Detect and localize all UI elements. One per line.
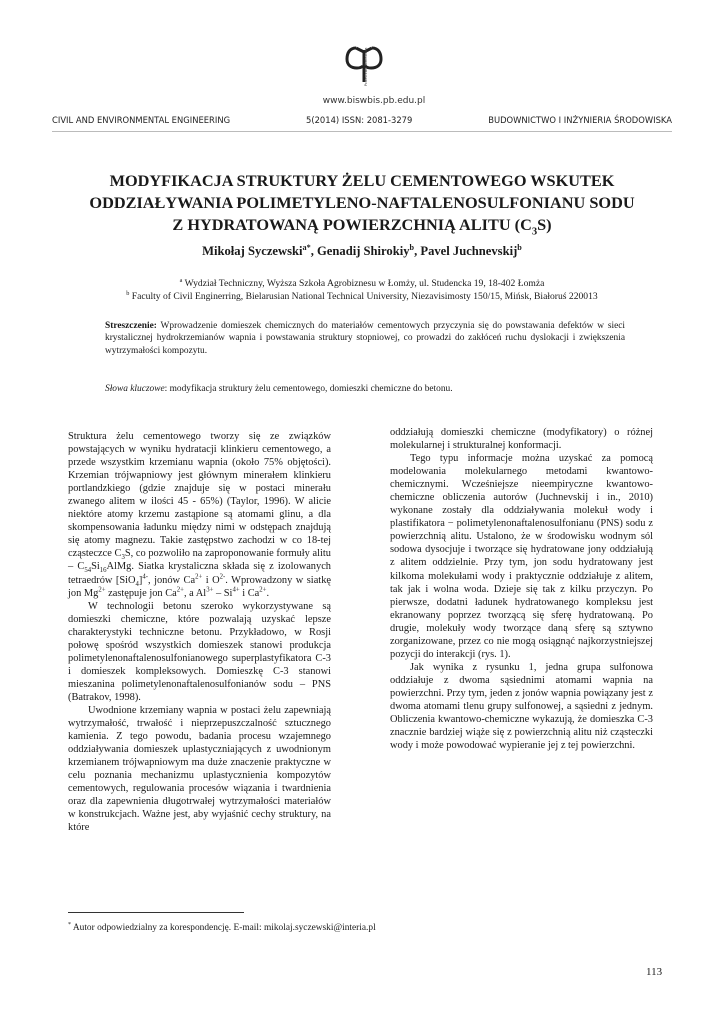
body-column-left	[68, 430, 331, 834]
journal-name-en: CIVIL AND ENVIRONMENTAL ENGINEERING	[52, 115, 231, 125]
footnote: * Autor odpowiedzialny za korespondencję. E-mail: mikolaj.syczewski@interia.pl	[68, 921, 376, 933]
abstract	[105, 320, 625, 357]
url-text[interactable]: www.biswbis.pb.edu.pl	[322, 96, 426, 106]
keywords-label: Słowa kluczowe	[105, 384, 165, 394]
abstract-text: Wprowadzenie domieszek chemicznych do materiałów cementowych przyczynia się do powstawania defektów w sieci krystalicznej hydrokrzemianów wapnia i powstawania struktury stopniowej, co prowadzi do zakłóceń ruchu dyslokacji i zwiększenia wytrzymałości kompozytu.	[105, 321, 625, 356]
title-line-3: Z HYDRATOWANĄ POWIERZCHNIĄ ALITU $(C_3S)$	[172, 215, 552, 238]
journal-issue: 5(2014) ISSN: 2081-3279	[306, 115, 413, 125]
journal-header	[52, 115, 672, 127]
affiliation-a: $^a$ Wydział Techniczny, Wyższa Szkoła Agrobiznesu w Łomży, ul. Studencka 19, 18-402 Łomża	[179, 276, 545, 289]
author-3: Pavel Juchnevskij	[420, 244, 518, 258]
journal-name-pl: BUDOWNICTWO I INŻYNIERIA ŚRODOWISKA	[488, 115, 672, 125]
logo-text: Politechnika Białostocka	[364, 47, 368, 86]
header-divider	[52, 131, 672, 132]
title-line-1: MODYFIKACJA STRUKTURY ŻELU CEMENTOWEGO WSKUTEK	[109, 171, 615, 190]
paragraph: Struktura żelu cementowego tworzy się ze związków powstających w wyniku hydratacji klinkieru cementowego, a przede wszystkim krzemianu wapnia (około 75% objętości). Krzemian trójwapniowy jest głównym minerałem klinkieru portlandzkiego (gdzie znajduje się w postaci minerału zwanego alitem w ilości 45 - 65%) (Taylor, 1996). W alicie niektóre atomy krzemu zastąpione są atomami glinu, a dla skompensowania ładunku między nimi w odstępach znajdują się atomy magnezu. Takie zastępstwo zachodzi w co 18-tej cząsteczce $C_3S$, co pozwoliło na zaproponowanie formuły alitu – $C_{54}Si_{16}AlMg$. Siatka krystaliczna składa się z izolowanych tetraedrów $[SiO_4]^{4-}$, jonów $Ca^{2+}$ i $O^{2-}$. Wprowadzony w siatkę jon $Mg^{2+}$ zastępuje jon $Ca^{2+}$, a $Al^{3+} - Si^{4+}$ i $Ca^{2+}$.	[68, 431, 332, 599]
keywords-text: : modyfikacja struktury żelu cementowego, domieszki chemiczne do betonu.	[164, 384, 453, 394]
body-column-right	[390, 426, 653, 752]
affiliation-b: $^b$ Faculty of Civil Enginerring, Bielarusian National Technical University, Niezavisimosty 150/15, Mińsk, Białoruś 220013	[126, 289, 598, 302]
university-logo	[334, 42, 394, 88]
author-list: Mikołaj Syczewski$^{a*}$, Genadij Shirokiy$^b$, Pavel Juchnevskij$^b$	[202, 242, 522, 258]
page-number: 113	[646, 966, 663, 978]
keywords	[105, 384, 625, 394]
title-line-2: ODDZIAŁYWANIA POLIMETYLENO-NAFTALENOSULFONIANU SODU	[89, 193, 635, 212]
author-2: Genadij Shirokiy	[317, 244, 410, 258]
footnote-divider	[68, 912, 244, 913]
paragraph: oddziałują domieszki chemiczne (modyfikatory) o różnej molekularnej i strukturalnej konformacji.	[390, 427, 653, 452]
paragraph: Tego typu informacje można uzyskać za pomocą modelowania molekularnego metodami kwantowo-chemicznymi. Wcześniejsze nieempiryczne kwantowo-chemiczne obliczenia autorów (Juchnevskij i in., 2010) wykonane zostały dla oddziaływania molekuł wody i plastifikatora − polimetylenonaftalenosulfonianu (PNS) sodu z powierzchnią alitu. Ustalono, że w środowisku wodnym sól sodowa dysocjuje i tworzące się hydratowane jony oddziałują z alitem oddzielnie. Przy tym, jon sodu hydratowany jest kilkoma molekułami wody i praktycznie oddziałuje z alitem, tak jak i wolna woda. Dzieje się tak z kilku przyczyn. Po pierwsze, dodatni ładunek hydratowanego kompleksu jest ekranowany poprzez tworzącą się sferę hydratowaną. Po drugie, molekuły wody tworzące daną sferę są sztywno zorganizowane, przez co nie mogą osiągnąć najkorzystniejszej pozycji do interakcji (rys. 1).	[390, 453, 653, 660]
paragraph: W technologii betonu szeroko wykorzystywane są domieszki chemiczne, które pozwalają uzyskać lepsze charakterystyki techniczne betonu. Przykładowo, w Rosji połowę spośród wszystkich domieszek stanowi produkcja polimetylenonaftalenosulfonianowego superplastyfikatora C-3 i domieszek kompleksowych. Domieszkę C-3 stanowi mieszanina polimetylenonaftalenosulfonianów sodu – PNS (Batrakov, 1998).	[68, 600, 331, 703]
paragraph: Uwodnione krzemiany wapnia w postaci żelu zapewniają wytrzymałość, trwałość i nieprzepuszczalność sztucznego kamienia. Z tego powodu, badania procesu wzajemnego oddziaływania domieszek uplastyczniających z uwodnionym krzemianem trójwapniowym ma duże znaczenie praktyczne w celu poznania mechanizmu uplastycznienia kompozytów cementowych, regulowania procesów wiązania i twardnienia oraz dla zapewnienia długotrwałej wytrzymałości materiałów w konstrukcjach. Ważne jest, aby wyjaśnić cechy struktury, na które	[68, 704, 331, 834]
author-1: Mikołaj Syczewski	[202, 244, 303, 258]
abstract-label: Streszczenie:	[105, 321, 157, 331]
paragraph: Jak wynika z rysunku 1, jedna grupa sulfonowa oddziałuje z dwoma sąsiednimi atomami wapnia na powierzchni. Przy tym, jeden z jonów wapnia powiązany jest z dwoma atomami tlenu grupy sulfonowej, a sąsiedni z jednym. Obliczenia kwantowo-chemiczne wykazują, że domieszka C-3 znacznie bardziej wiąże się z powierzchnią alitu niż cząsteczki wody i może powodować wypieranie jej z tej powierzchni.	[390, 661, 653, 752]
paper-title	[52, 170, 672, 236]
journal-url	[0, 96, 724, 106]
